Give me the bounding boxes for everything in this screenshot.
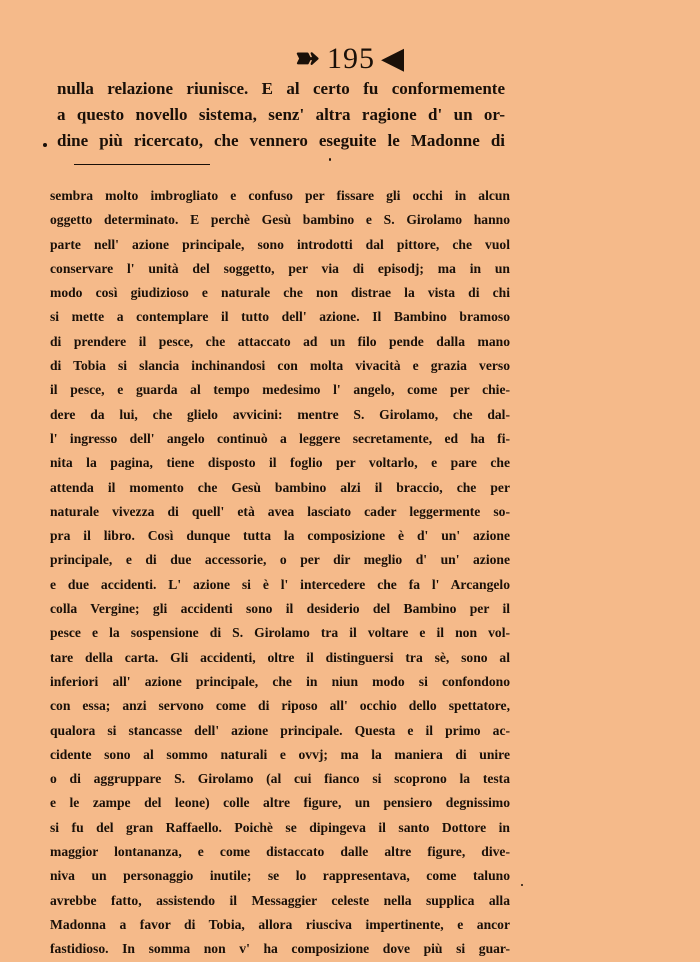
footnote-line: o di aggruppare S. Girolamo (al cui fianco si scoprono la testa (50, 771, 510, 787)
footnote-line: sembra molto imbrogliato e confuso per fissare gli occhi in alcun (50, 188, 510, 203)
footnote-line: pesce e la sospensione di S. Girolamo tra il voltare e il non vol- (50, 625, 510, 641)
footnote-line: niva un personaggio inutile; se lo rappresentava, come taluno (50, 868, 510, 884)
page-header (0, 42, 700, 76)
footnote-block (50, 184, 510, 962)
ink-speck (329, 158, 331, 161)
right-ornament: ◀ (381, 42, 406, 75)
footnote-line: conservare l' unità del soggetto, per via di episodj; ma in un (50, 260, 510, 276)
ink-speck (521, 884, 523, 886)
footnote-line: l' ingresso dell' angelo continuò a leggere secretamente, ed ha fi- (50, 430, 510, 446)
footnote-line: inferiori all' azione principale, che in niun modo si confondono (50, 673, 510, 689)
page-number: 195 (327, 42, 376, 75)
footnote-line: e le zampe del leone) colle altre figure, un pensiero degnissimo (50, 795, 510, 811)
footnote-line: maggior lontananza, e come distaccato dalle altre figure, dive- (50, 844, 510, 860)
footnote-line: con essa; anzi servono come di riposo all' occhio dello spettatore, (50, 698, 510, 714)
footnote-line: e due accidenti. L' azione si è l' intercedere che fa l' Arcangelo (50, 576, 510, 592)
main-text-block (57, 76, 505, 154)
main-text-line: dine più ricercato, che vennero eseguite le Madonne di (57, 131, 505, 150)
footnote-line: di prendere il pesce, che attaccato ad un filo pende dalla mano (50, 333, 510, 349)
footnote-line: dere da lui, che glielo avvicini: mentre S. Girolamo, che dal- (50, 406, 510, 422)
footnote-line: parte nell' azione principale, sono introdotti dal pittore, che vuol (50, 236, 510, 252)
footnote-line: nita la pagina, tiene disposto il foglio per voltarlo, e pare che (50, 455, 510, 471)
footnote-line: tare della carta. Gli accidenti, oltre il distinguersi tra sè, sono al (50, 649, 510, 665)
ink-speck (43, 143, 47, 147)
footnote-line: si fu del gran Raffaello. Poichè se dipingeva il santo Dottore in (50, 819, 510, 835)
main-text-line: nulla relazione riunisce. E al certo fu conformemente (57, 79, 505, 98)
footnote-line: qualora si stancasse dell' azione principale. Questa e il primo ac- (50, 722, 510, 738)
footnote-line: pra il libro. Così dunque tutta la composizione è d' un' azione (50, 528, 510, 544)
footnote-line: modo così giudizioso e naturale che non distrae la vista di chi (50, 285, 510, 301)
footnote-line: principale, e di due accessorie, o per dir meglio d' un' azione (50, 552, 510, 568)
footnote-line: oggetto determinato. E perchè Gesù bambino e S. Girolamo hanno (50, 212, 510, 228)
footnote-line: avrebbe fatto, assistendo il Messaggier celeste nella supplica alla (50, 892, 510, 908)
footnote-line: si mette a contemplare il tutto dell' azione. Il Bambino bramoso (50, 309, 510, 325)
footnote-line: il pesce, e guarda al tempo medesimo l' angelo, come per chie- (50, 382, 510, 398)
footnote-separator-rule (74, 164, 210, 165)
footnote-line: di Tobia si slancia inchinandosi con molta vivacità e grazia verso (50, 358, 510, 374)
footnote-line: colla Vergine; gli accidenti sono il desiderio del Bambino per il (50, 601, 510, 617)
footnote-line: Madonna a favor di Tobia, allora riusciva impertinente, e ancor (50, 916, 510, 932)
footnote-line: naturale vivezza di quell' età avea lasciato cader leggermente so- (50, 503, 510, 519)
footnote-line: cidente sono al sommo naturali e ovvj; ma la maniera di unire (50, 746, 510, 762)
main-text-line: a questo novello sistema, senz' altra ragione d' un or- (57, 105, 505, 124)
footnote-line: fastidioso. In somma non v' ha composizione dove più si guar- (50, 941, 510, 957)
left-ornament: ➽ (294, 42, 322, 75)
footnote-line: attenda il momento che Gesù bambino alzi il braccio, che per (50, 479, 510, 495)
